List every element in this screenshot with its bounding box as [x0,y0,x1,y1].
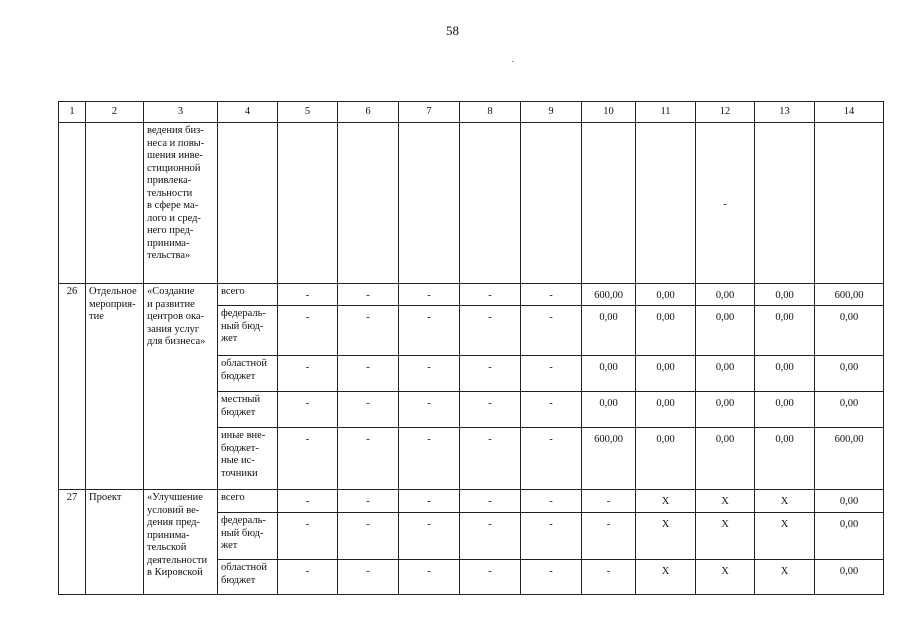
column-header: 13 [755,102,815,123]
column-header: 14 [815,102,884,123]
value-cell: 0,00 [755,284,815,306]
column-header: 7 [399,102,460,123]
value-cell: Х [636,560,696,595]
activity-type: Проект [86,490,144,595]
empty-cell [582,123,636,284]
value-cell: - [278,428,338,490]
funding-source: федераль- ный бюд- жет [218,513,278,560]
column-header: 5 [278,102,338,123]
value-cell: - [278,513,338,560]
value-cell: - [460,513,521,560]
value-cell: 0,00 [696,428,755,490]
value-cell: - [460,428,521,490]
value-cell: Х [696,560,755,595]
value-cell: - [338,356,399,392]
value-cell: 0,00 [636,356,696,392]
row-number: 26 [59,284,86,490]
value-cell: Х [696,513,755,560]
continuation-text: ведения биз- неса и повы- шения инве- стиционной привлека- тельности в сфере ма- лого и сред- него пред- принима- тельства» [144,123,218,284]
value-cell: 0,00 [755,428,815,490]
value-cell: - [399,428,460,490]
value-cell: 0,00 [696,356,755,392]
table-row [59,490,884,513]
value-cell: - [399,513,460,560]
value-cell: - [399,356,460,392]
empty-cell [815,123,884,284]
value-cell: - [278,284,338,306]
value-cell: - [338,513,399,560]
value-cell: - [278,392,338,428]
value-cell: - [278,490,338,513]
empty-cell [218,123,278,284]
value-cell: 0,00 [815,560,884,595]
empty-cell [755,123,815,284]
column-header: 3 [144,102,218,123]
value-cell: - [582,560,636,595]
empty-cell [278,123,338,284]
value-cell: - [582,490,636,513]
value-cell: 0,00 [636,428,696,490]
value-cell: 0,00 [582,392,636,428]
value-cell: - [460,306,521,356]
activity-name: «Улучшение условий ве- дения пред- принима- тельской деятельности в Кировской [144,490,218,595]
value-cell: - [460,284,521,306]
value-cell: Х [755,490,815,513]
value-cell: - [460,490,521,513]
value-cell: - [338,306,399,356]
column-header: 10 [582,102,636,123]
value-cell: - [521,306,582,356]
value-cell: - [521,392,582,428]
table-row [59,284,884,306]
value-cell: 0,00 [696,284,755,306]
value-cell: - [338,428,399,490]
value-cell: 0,00 [815,306,884,356]
header-row [59,102,884,123]
value-cell: Х [696,490,755,513]
value-cell: - [582,513,636,560]
column-header: 8 [460,102,521,123]
value-cell: - [521,356,582,392]
value-cell: 0,00 [755,392,815,428]
value-cell: 0,00 [755,306,815,356]
value-cell: 0,00 [582,356,636,392]
budget-table [58,101,884,595]
value-cell: - [460,392,521,428]
row-number: 27 [59,490,86,595]
funding-source: областной бюджет [218,356,278,392]
empty-cell [636,123,696,284]
column-header: 1 [59,102,86,123]
value-cell: - [460,560,521,595]
funding-source: местный бюджет [218,392,278,428]
value-cell: 600,00 [815,428,884,490]
value-cell: Х [636,513,696,560]
value-cell: 0,00 [815,392,884,428]
empty-cell [59,123,86,284]
value-cell: - [399,284,460,306]
value-cell: 600,00 [582,284,636,306]
value-cell: 0,00 [815,490,884,513]
value-cell: - [338,560,399,595]
value-cell: Х [755,513,815,560]
value-cell: - [338,392,399,428]
value-cell: 0,00 [636,392,696,428]
value-cell: 0,00 [582,306,636,356]
value-cell: Х [636,490,696,513]
value-cell: - [460,356,521,392]
value-cell: 0,00 [696,306,755,356]
value-cell: 0,00 [755,356,815,392]
funding-source: федераль- ный бюд- жет [218,306,278,356]
value-cell: - [338,490,399,513]
activity-type: Отдельное мероприя- тие [86,284,144,490]
value-cell: - [338,284,399,306]
funding-source: областной бюджет [218,560,278,595]
empty-cell [86,123,144,284]
value-cell: 600,00 [815,284,884,306]
column-header: 6 [338,102,399,123]
value-cell: - [521,428,582,490]
continuation-mark: - [696,123,755,284]
value-cell: 0,00 [815,356,884,392]
value-cell: - [278,560,338,595]
empty-cell [460,123,521,284]
column-header: 12 [696,102,755,123]
value-cell: - [521,513,582,560]
value-cell: - [521,490,582,513]
value-cell: - [399,490,460,513]
value-cell: Х [755,560,815,595]
empty-cell [399,123,460,284]
value-cell: - [521,560,582,595]
value-cell: - [278,306,338,356]
value-cell: - [399,306,460,356]
empty-cell [338,123,399,284]
page-number: 58 [446,23,459,38]
value-cell: 600,00 [582,428,636,490]
value-cell: - [521,284,582,306]
funding-source: всего [218,490,278,513]
scan-speck [512,61,514,62]
activity-name: «Создание и развитие центров ока- зания услуг для бизнеса» [144,284,218,490]
value-cell: - [399,392,460,428]
value-cell: 0,00 [636,306,696,356]
value-cell: 0,00 [636,284,696,306]
value-cell: - [399,560,460,595]
column-header: 9 [521,102,582,123]
column-header: 2 [86,102,144,123]
funding-source: всего [218,284,278,306]
value-cell: 0,00 [696,392,755,428]
value-cell: 0,00 [815,513,884,560]
empty-cell [521,123,582,284]
column-header: 11 [636,102,696,123]
value-cell: - [278,356,338,392]
funding-source: иные вне- бюджет- ные ис- точники [218,428,278,490]
column-header: 4 [218,102,278,123]
continuation-row [59,123,884,284]
